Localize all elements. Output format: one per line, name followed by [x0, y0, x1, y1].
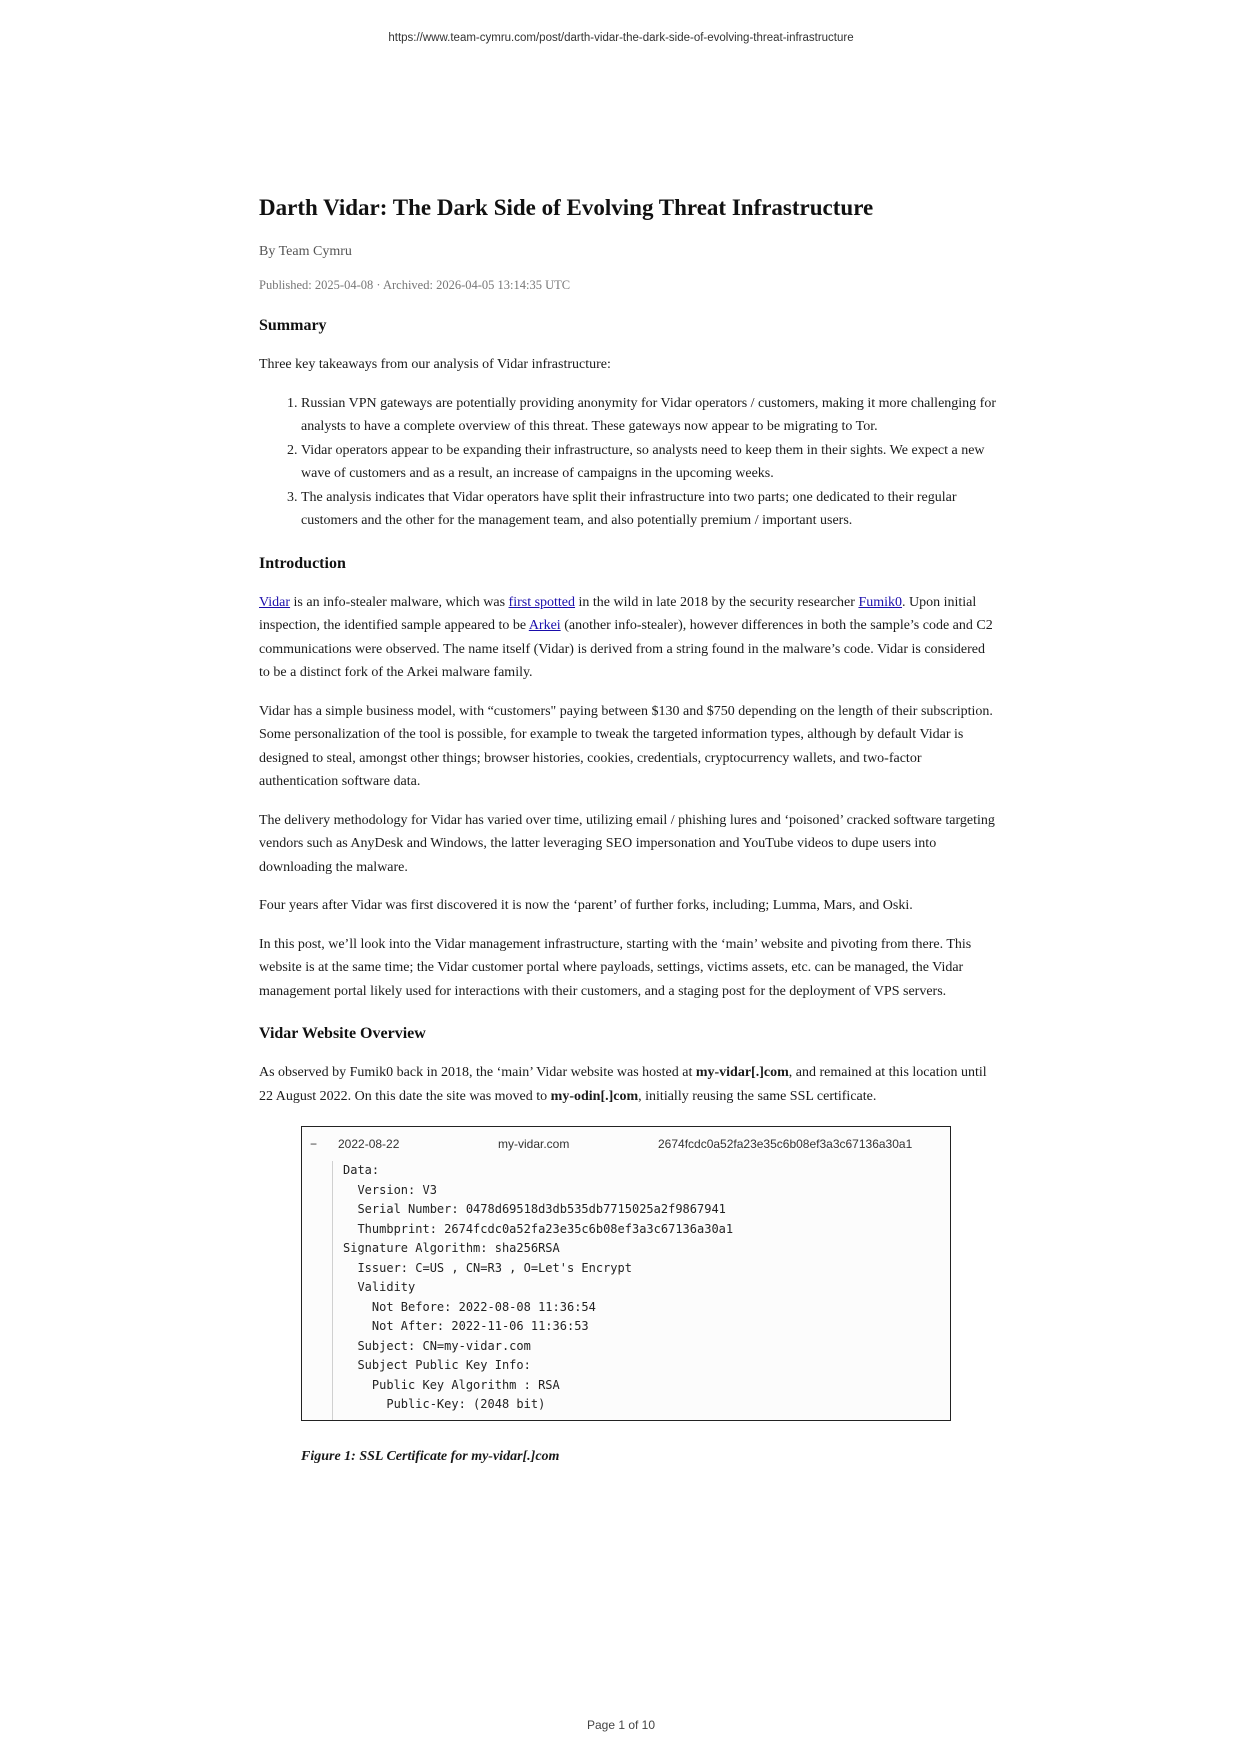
arkei-link[interactable]: Arkei [528, 618, 561, 633]
website-overview-heading: Vidar Website Overview [259, 1025, 426, 1042]
fumik0-link[interactable]: Fumik0 [858, 594, 903, 610]
vidar-link[interactable]: Vidar [259, 594, 291, 610]
cert-date: 2022-08-22 [338, 1137, 400, 1151]
summary-list [259, 392, 999, 533]
cert-line: Not Before: 2022-08-08 11:36:54 [343, 1299, 596, 1314]
intro-paragraph-2: Vidar has a simple business model, with “customers" paying between $130 and $750 depending on the length of their subscription. Some personalization of the tool is possible, for example to tweak the targeted information types, although by default Vidar is designed to steal, amongst other things; browser histories, cookies, credentials, cryptocurrency wallets, and two-factor authentication software data. [259, 703, 993, 789]
intro-paragraph-4: Four years after Vidar was first discovered it is now the ‘parent’ of further forks, including; Lumma, Mars, and Oski. [259, 898, 913, 913]
intro-text: in the wild in late 2018 by the security researcher [575, 594, 859, 610]
intro-paragraph-5: In this post, we’ll look into the Vidar management infrastructure, starting with the ‘main’ website and pivoting from there. This website is at the same time; the Vidar customer portal where payloads, settings, victims assets, etc. can be managed, the Vidar management portal likely used for interactions with their customers, and a staging post for the deployment of VPS servers. [259, 936, 972, 999]
cert-line: Public-Key: (2048 bit) [343, 1397, 546, 1411]
cert-line: Subject Public Key Info: [343, 1358, 531, 1372]
cert-line: Subject: CN=my-vidar.com [343, 1338, 531, 1353]
figure-1 [301, 1126, 999, 1467]
overview-text: , and remained at this location until 22 August 2022. On this date the site was moved to [259, 1065, 987, 1104]
cert-domain: my-vidar.com [498, 1137, 570, 1151]
introduction-heading: Introduction [259, 554, 346, 572]
intro-paragraph-3: The delivery methodology for Vidar has varied over time, utilizing email / phishing lures and ‘poisoned’ cracked software targeting vendors such as AnyDesk and Windows, the latter leveraging SEO impersonation and YouTube videos to dupe users into downloading the malware. [259, 812, 995, 875]
cert-line: Thumbprint: 2674fcdc0a52fa23e35c6b08ef3a3c67136a30a1 [343, 1221, 734, 1236]
domain-odin: my-odin[.]com [550, 1088, 639, 1104]
article [259, 190, 999, 1467]
page-url: https://www.team-cymru.com/post/darth-vidar-the-dark-side-of-evolving-threat-infrastructure [388, 32, 854, 44]
cert-line: Signature Algorithm: sha256RSA [343, 1241, 560, 1255]
certificate-details [332, 1161, 733, 1421]
cert-line: Validity [343, 1280, 416, 1294]
cert-line: Issuer: C=US , CN=R3 , O=Let's Encrypt [343, 1260, 632, 1275]
publish-meta: Published: 2025-04-08 · Archived: 2026-04-05 13:14:35 UTC [259, 278, 571, 292]
overview-text: , initially reusing the same SSL certificate. [638, 1088, 877, 1104]
overview-text: As observed by Fumik0 back in 2018, the ‘main’ Vidar website was hosted at [259, 1065, 696, 1080]
domain-vidar: my-vidar[.]com [695, 1065, 789, 1080]
list-item: 3. The analysis indicates that Vidar operators have split their infrastructure into two parts; one dedicated to their regular customers and the other for the management team, and also potentially premium / important users. [301, 486, 999, 533]
cert-line: Serial Number: 0478d69518d3db535db7715025a2f9867941 [343, 1202, 726, 1216]
list-item: 1. Russian VPN gateways are potentially providing anonymity for Vidar operators / customers, making it more challenging for analysts to have a complete overview of this threat. These gateways now appear to be migrating to Tor. [301, 392, 999, 439]
summary-intro: Three key takeaways from our analysis of Vidar infrastructure: [259, 357, 611, 372]
cert-hash: 2674fcdc0a52fa23e35c6b08ef3a3c67136a30a1 [658, 1137, 913, 1151]
intro-text: (another info-stealer), however differences in both the sample’s code and C2 communications were observed. The name itself (Vidar) is derived from a string found in the malware’s code. Vidar is considered to be a distinct fork of the Arkei malware family. [259, 618, 993, 680]
collapse-toggle-icon: − [310, 1137, 318, 1151]
certificate-header-row [302, 1137, 951, 1155]
page-number: Page 1 of 10 [586, 1718, 656, 1732]
cert-line: Not After: 2022-11-06 11:36:53 [343, 1319, 589, 1333]
figure-caption: Figure 1: SSL Certificate for my-vidar[.]com [301, 1449, 560, 1464]
intro-paragraph-1 [259, 591, 999, 685]
byline: By Team Cymru [259, 244, 352, 259]
website-overview-paragraph [259, 1061, 999, 1108]
certificate-screenshot [301, 1126, 951, 1421]
intro-text: . Upon initial inspection, the identified sample appeared to be [259, 594, 977, 633]
cert-line: Version: V3 [343, 1182, 437, 1197]
cert-line: Data: [343, 1163, 380, 1177]
article-title: Darth Vidar: The Dark Side of Evolving Threat Infrastructure [259, 195, 874, 220]
summary-heading: Summary [259, 317, 327, 334]
cert-line: Public Key Algorithm : RSA [343, 1377, 560, 1392]
first-spotted-link[interactable]: first spotted [508, 594, 576, 610]
list-item: 2. Vidar operators appear to be expanding their infrastructure, so analysts need to keep them in their sights. We expect a new wave of customers and as a result, an increase of campaigns in the upcoming weeks. [301, 439, 999, 486]
intro-text: is an info-stealer malware, which was [290, 594, 509, 610]
